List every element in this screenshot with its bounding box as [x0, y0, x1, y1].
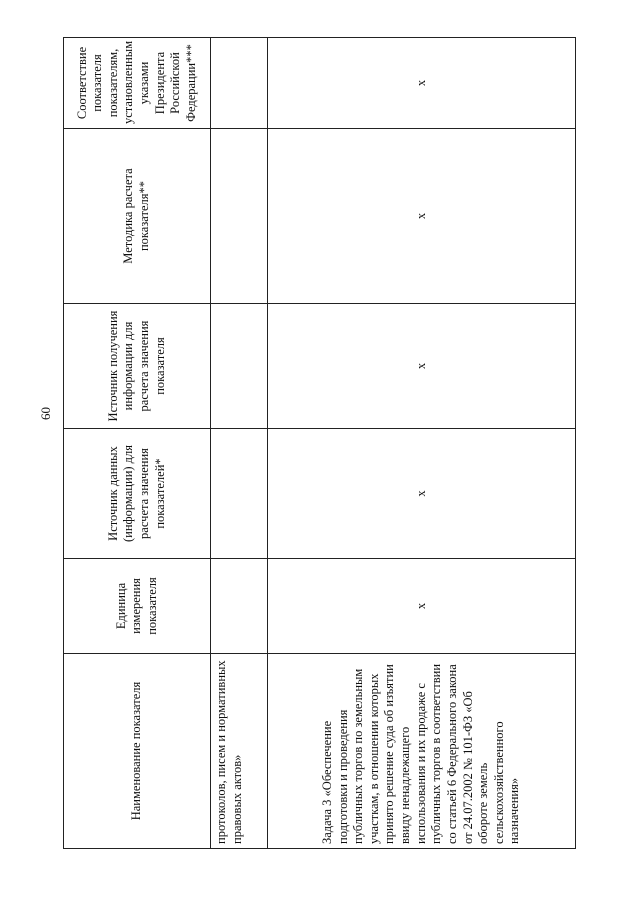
cell-source — [211, 429, 268, 559]
header-info: Источник получения информации для расчета значения показателя — [64, 304, 211, 429]
table-row — [268, 38, 576, 849]
cell-compliance: x — [268, 38, 576, 129]
cell-name: протоколов, писем и нормативных правовых актов» — [211, 654, 268, 849]
header-source: Источник данных (информации) для расчета значения показателей* — [64, 429, 211, 559]
indicator-table-container — [63, 38, 576, 849]
cell-compliance — [211, 38, 268, 129]
cell-name: Задача 3 «Обеспечение подготовки и проведения публичных торгов по земельным участкам, в отношении которых принято решение суда об изъятии ввиду ненадлежащего использования и их продаже с публичных торгов в соответствии со статьей 6 Федерального закона от 24.07.2002 № 101-ФЗ «Об обороте земель сельскохозяйственного назначения» — [268, 654, 576, 849]
cell-method: x — [268, 129, 576, 304]
header-unit: Единица измерения показателя — [64, 559, 211, 654]
header-name: Наименование показателя — [64, 654, 211, 849]
cell-info: x — [268, 304, 576, 429]
cell-unit: x — [268, 559, 576, 654]
page-number: 60 — [38, 407, 53, 420]
cell-info — [211, 304, 268, 429]
cell-unit — [211, 559, 268, 654]
table-row — [211, 38, 268, 849]
header-method: Методика расчета показателя** — [64, 129, 211, 304]
header-compliance: Соответствие показателя показателям, установленным указами Президента Российской Федерации*** — [64, 38, 211, 129]
indicator-table — [63, 37, 576, 849]
table-header-row — [64, 38, 211, 849]
cell-source: x — [268, 429, 576, 559]
cell-method — [211, 129, 268, 304]
